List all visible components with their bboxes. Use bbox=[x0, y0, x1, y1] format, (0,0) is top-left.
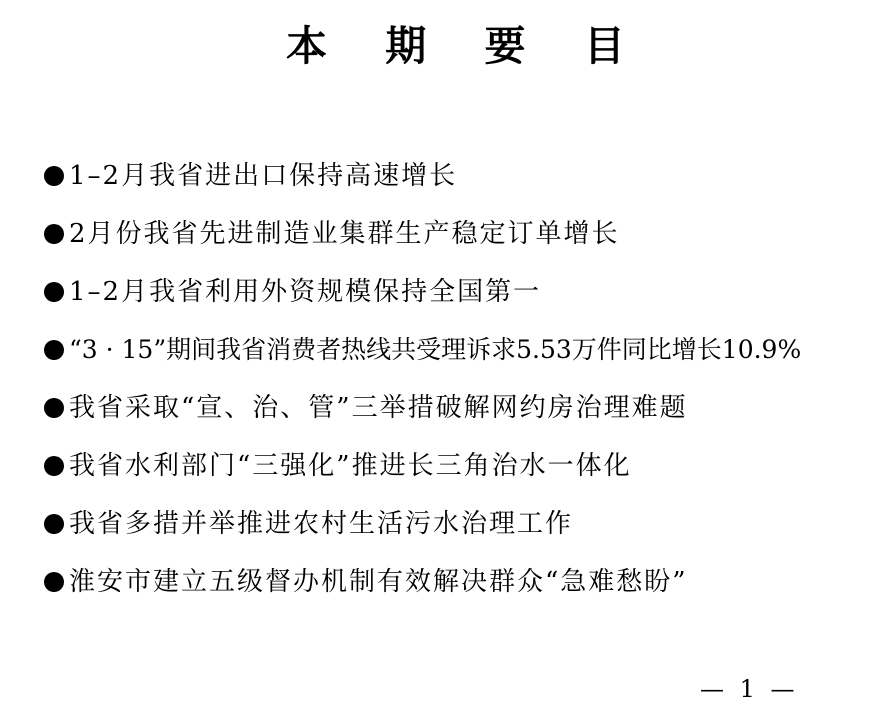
list-item-text: “3 · 15”期间我省消费者热线共受理诉求5.53万件同比增长10.9% bbox=[69, 335, 802, 364]
list-item-text: 我省采取“宣、治、管”三举措破解网约房治理难题 bbox=[69, 393, 688, 423]
bullet-icon bbox=[44, 340, 64, 360]
list-item-text: 1–2月我省进出口保持高速增长 bbox=[69, 161, 458, 191]
bullet-icon bbox=[44, 572, 64, 592]
bullet-icon bbox=[44, 224, 64, 244]
list-item bbox=[44, 437, 801, 495]
list-item bbox=[44, 205, 801, 263]
list-item bbox=[44, 495, 801, 553]
list-item-text: 我省水利部门“三强化”推进长三角治水一体化 bbox=[69, 451, 632, 481]
list-item-text: 2月份我省先进制造业集群生产稳定订单增长 bbox=[69, 219, 620, 249]
bullet-icon bbox=[44, 514, 64, 534]
list-item-text: 我省多措并举推进农村生活污水治理工作 bbox=[69, 509, 574, 539]
page-number: — 1 — bbox=[700, 675, 799, 703]
list-item-text: 1–2月我省利用外资规模保持全国第一 bbox=[69, 277, 542, 307]
bullet-icon bbox=[44, 456, 64, 476]
list-item bbox=[44, 263, 801, 321]
list-item bbox=[44, 321, 801, 379]
bullet-icon bbox=[44, 398, 64, 418]
bullet-icon bbox=[44, 166, 64, 186]
bullet-icon bbox=[44, 282, 64, 302]
contents-list bbox=[44, 147, 801, 611]
list-item bbox=[44, 147, 801, 205]
page-title: 本 期 要 目 bbox=[286, 22, 647, 70]
list-item bbox=[44, 553, 801, 611]
list-item-text: 淮安市建立五级督办机制有效解决群众“急难愁盼” bbox=[69, 567, 688, 597]
list-item bbox=[44, 379, 801, 437]
